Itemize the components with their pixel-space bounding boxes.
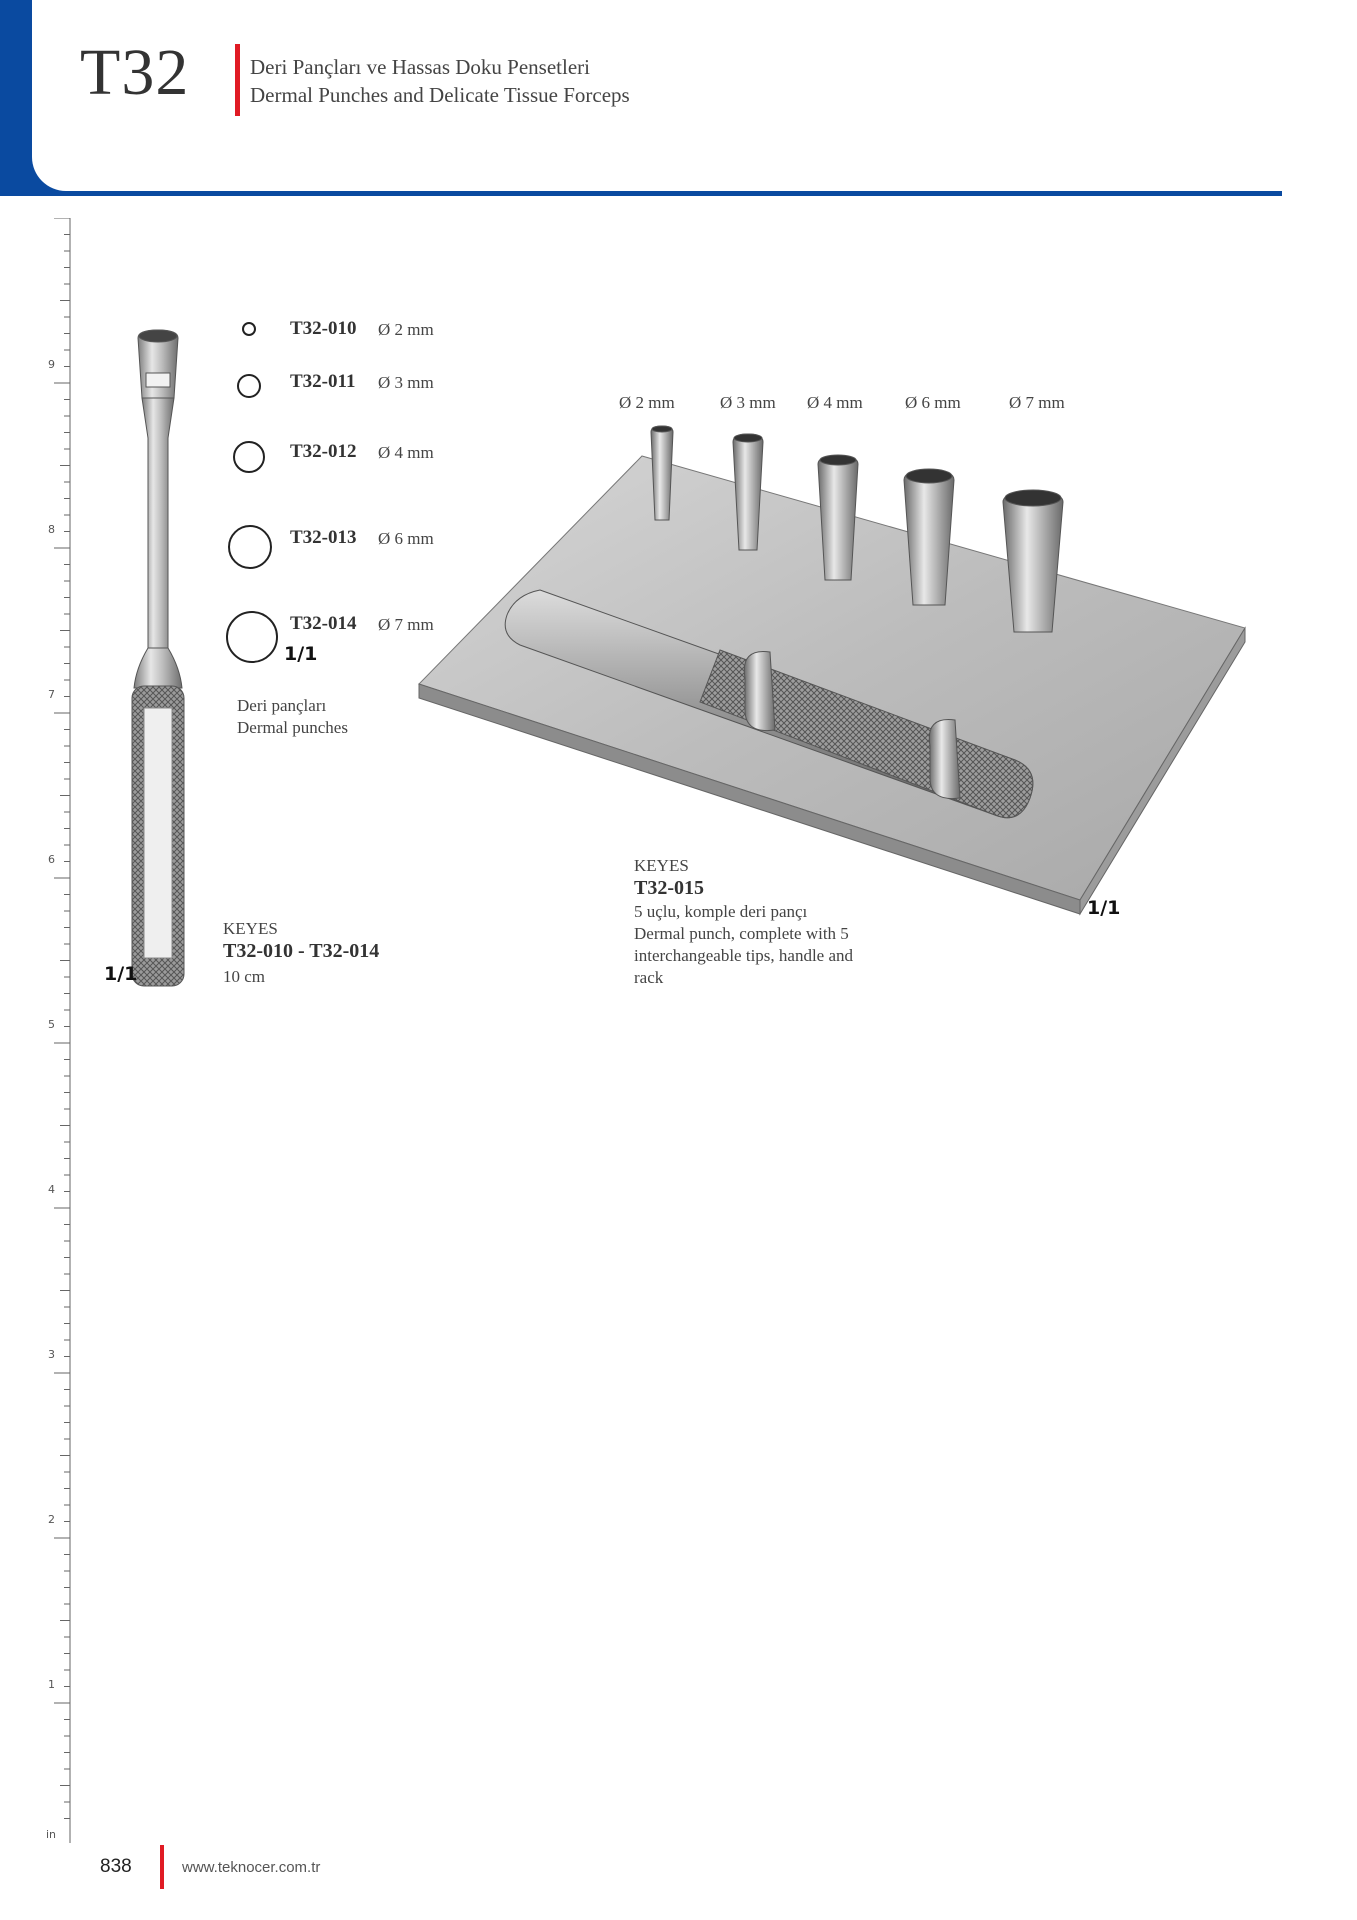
set-desc-en-3: rack — [634, 968, 664, 987]
size-code: T32-013 — [290, 527, 357, 548]
tip-label: Ø 6 mm — [905, 393, 961, 412]
set-desc-tr: 5 uçlu, komple deri pançı — [634, 902, 808, 921]
inch-ruler — [36, 218, 76, 1843]
desc-tr: Deri pançları — [237, 696, 327, 715]
desc-en: Dermal punches — [237, 718, 348, 737]
set-desc-en-1: Dermal punch, complete with 5 — [634, 924, 849, 943]
set-product-code: T32-015 — [634, 877, 704, 899]
punch-set-illustration — [415, 420, 1255, 920]
size-dim: Ø 7 mm — [378, 615, 434, 634]
ruler-label: 8 — [48, 523, 55, 536]
product-length: 10 cm — [223, 967, 266, 986]
size-circle-icon — [228, 525, 272, 569]
tip-label: Ø 4 mm — [807, 393, 863, 412]
tip-label: Ø 3 mm — [720, 393, 776, 412]
set-brand-label: KEYES — [634, 856, 689, 875]
section-title — [250, 53, 630, 109]
scale-mark-circles: 1/1 — [284, 643, 318, 665]
header-panel — [32, 0, 1282, 191]
size-row-t32-011 — [228, 371, 458, 401]
header-divider — [235, 44, 240, 116]
ruler-label: 9 — [48, 358, 55, 371]
ruler-label: 4 — [48, 1183, 55, 1196]
size-dim: Ø 4 mm — [378, 443, 434, 462]
tip-label: Ø 2 mm — [619, 393, 675, 412]
ruler-label: 6 — [48, 853, 55, 866]
dermal-punch-illustration — [108, 318, 208, 990]
page-number: 838 — [100, 1856, 132, 1877]
set-desc-en-2: interchangeable tips, handle and — [634, 946, 854, 965]
section-code: T32 — [80, 36, 190, 109]
size-dim: Ø 6 mm — [378, 529, 434, 548]
ruler-label: 1 — [48, 1678, 55, 1691]
ruler-label: 2 — [48, 1513, 55, 1526]
product-code-range: T32-010 - T32-014 — [223, 940, 380, 962]
size-dim: Ø 3 mm — [378, 373, 434, 392]
size-circle-icon — [233, 441, 265, 473]
footer-url[interactable]: www.teknocer.com.tr — [182, 1859, 321, 1876]
size-code: T32-012 — [290, 441, 357, 462]
size-code: T32-011 — [290, 371, 356, 392]
section-title-en: Dermal Punches and Delicate Tissue Forceps — [250, 83, 630, 107]
ruler-unit: in — [46, 1828, 57, 1841]
brand-label: KEYES — [223, 919, 278, 938]
size-circle-icon — [237, 374, 261, 398]
size-code: T32-014 — [290, 613, 357, 634]
ruler-label: 3 — [48, 1348, 55, 1361]
ruler-label: 7 — [48, 688, 55, 701]
ruler-label: 5 — [48, 1018, 55, 1031]
footer-divider — [160, 1845, 164, 1889]
tip-label: Ø 7 mm — [1009, 393, 1065, 412]
size-circle-icon — [226, 611, 278, 663]
scale-mark-set: 1/1 — [1087, 897, 1121, 919]
size-circle-icon — [242, 322, 256, 336]
section-title-tr: Deri Pançları ve Hassas Doku Pensetleri — [250, 55, 590, 79]
scale-mark-instrument: 1/1 — [104, 963, 138, 985]
size-dim: Ø 2 mm — [378, 320, 434, 339]
size-row-t32-010 — [228, 318, 458, 348]
size-code: T32-010 — [290, 318, 357, 339]
